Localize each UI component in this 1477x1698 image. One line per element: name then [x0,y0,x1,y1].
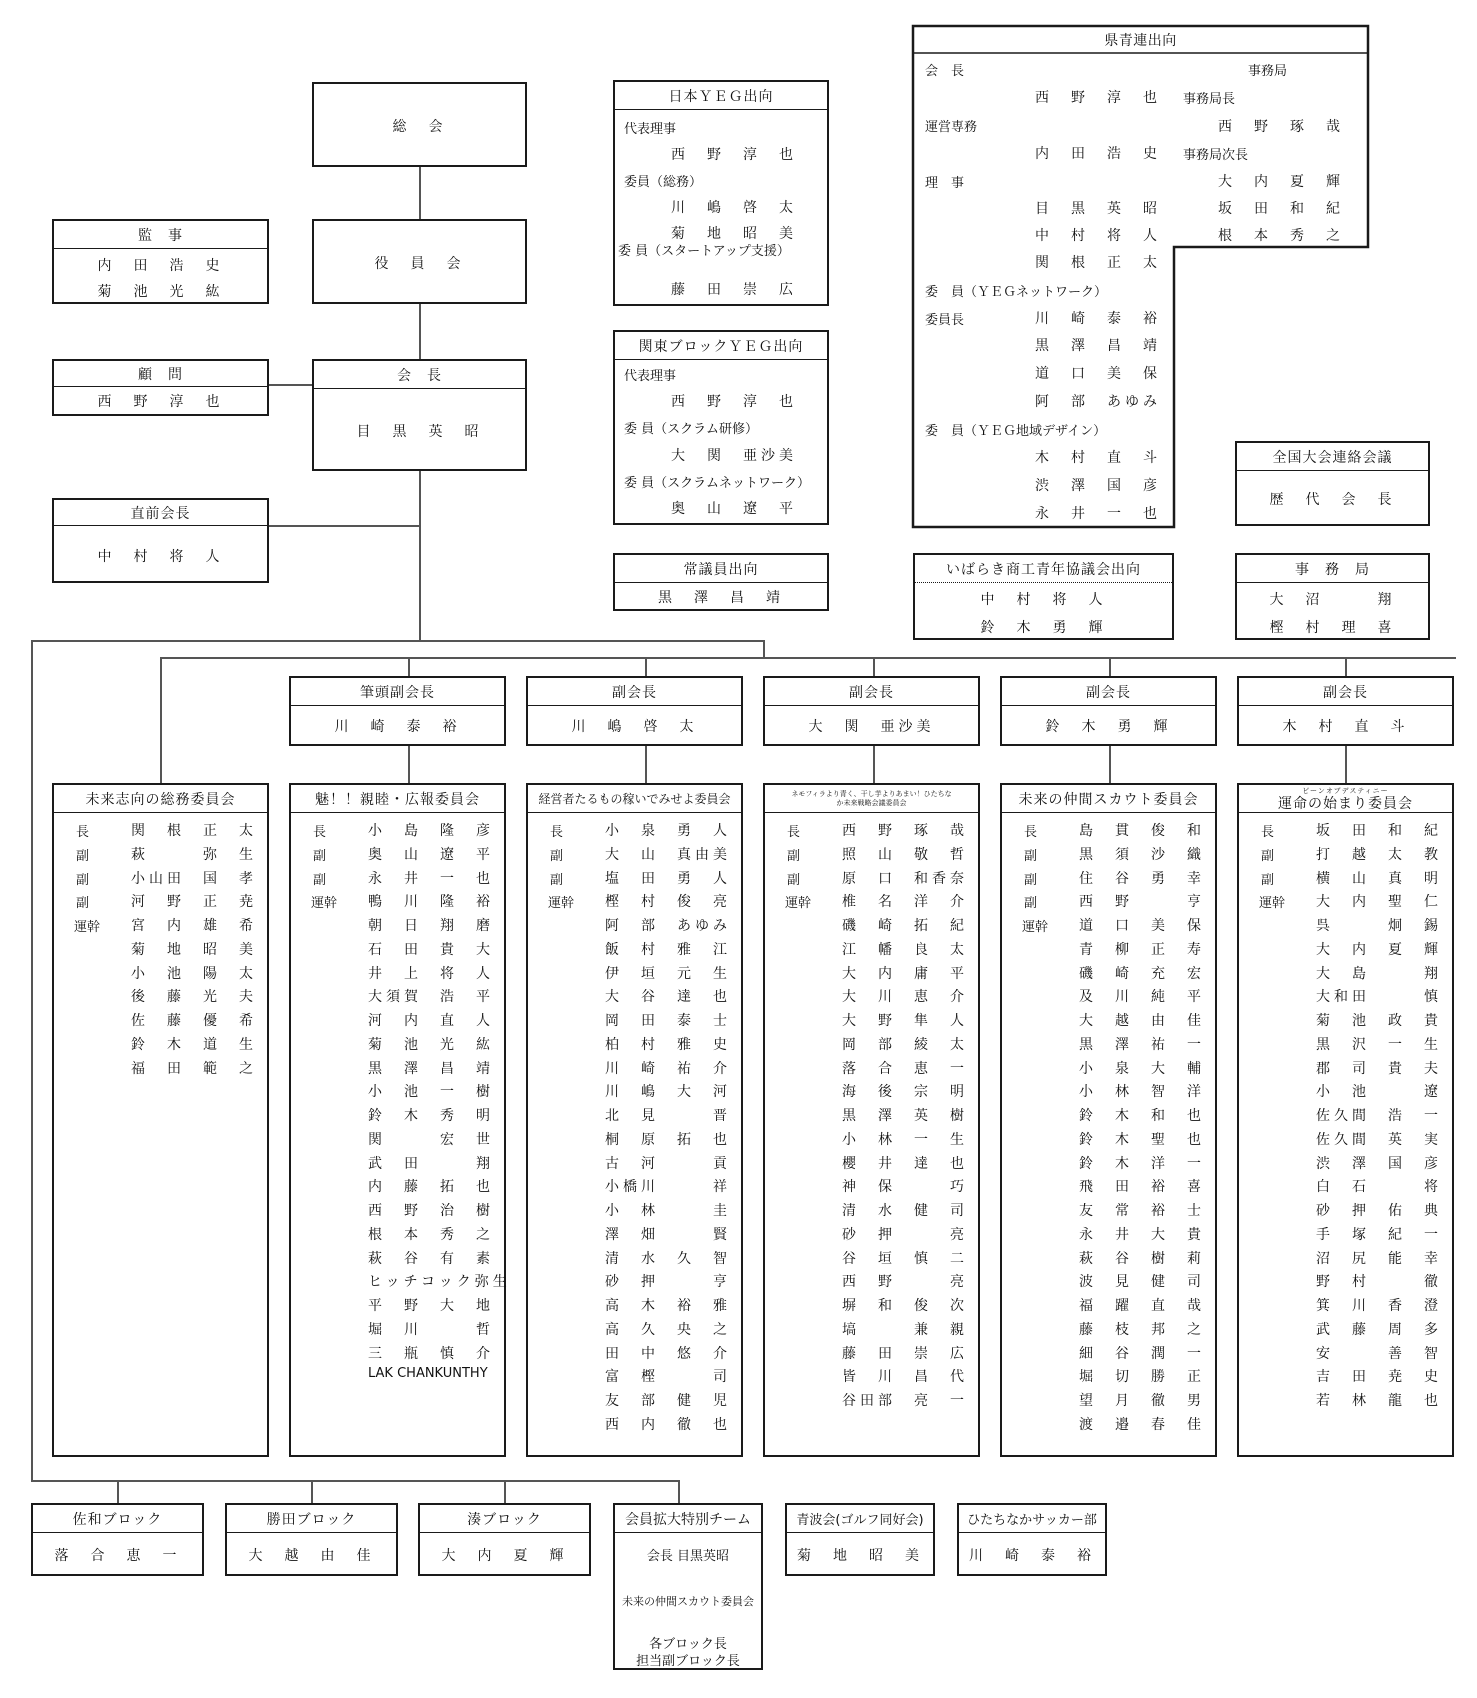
auditor-name: 内 田 浩 史 [97,258,224,274]
member-name: 武 藤 周 多 [1316,1321,1442,1338]
block-box [31,1503,204,1576]
member-name: 磯 崎 拓 紀 [842,918,968,934]
vp-title: 副会長 [765,678,978,706]
member-role: 長 [1024,825,1038,840]
special-team-title: 会員拡大特別チーム [615,1505,761,1533]
kenseiren-name: 坂 田 和 紀 [1218,201,1344,217]
soccer-club-title: ひたちなかサッカー部 [959,1505,1105,1533]
member-role: 運幹 [74,920,101,935]
nihon-yeg-title: 日本ＹＥＧ出向 [615,82,827,110]
kenseiren-name: 大 内 夏 輝 [1218,174,1344,190]
kanto-yeg-label: 委 員（スクラム研修） [624,422,759,437]
soccer-club-box [957,1503,1107,1576]
block-name: 大 越 由 佳 [248,1548,375,1564]
member-name: 佐 藤 優 希 [131,1013,257,1029]
member-name: 原 口 和香奈 [842,870,968,887]
advisor-name: 西 野 淳 也 [97,394,224,410]
kenseiren-name: 目 黒 英 昭 [1035,201,1161,217]
committee-title: 未来の仲間スカウト委員会 [1002,785,1215,813]
kenseiren-name: 黒 澤 昌 靖 [1035,338,1161,354]
vp-box [763,676,980,746]
member-name: 黒 沢 一 生 [1316,1036,1442,1053]
member-role: 副 [787,848,801,864]
president-name: 目 黒 英 昭 [356,424,483,440]
member-name: 河 野 正 尭 [131,894,257,911]
member-name: 石 田 貴 大 [368,941,494,958]
member-name: 福 躍 直 哉 [1079,1298,1205,1314]
member-role: 長 [787,825,801,840]
committee-title-ruby: ビーンオブデスティニー [1302,787,1389,795]
member-name: 皆 川 昌 代 [842,1369,968,1386]
member-name: 磯 崎 充 宏 [1079,965,1205,982]
member-role: 副 [1024,848,1038,864]
nihon-yeg-label: 代表理事 [624,122,677,137]
golf-club-box [785,1503,935,1576]
president-title: 会 長 [314,361,525,389]
member-name: 西 野 治 樹 [368,1203,494,1219]
member-name: 友 部 健 児 [605,1393,731,1409]
member-role: 副 [1261,872,1275,888]
member-role: 長 [550,825,564,840]
kenseiren-label: 事務局 [1248,64,1288,79]
zenkoku-box [1235,441,1430,526]
member-name: 黒 須 沙 織 [1079,846,1205,863]
member-name: 望 月 徹 男 [1079,1393,1205,1409]
vp-name: 川 嶋 啓 太 [571,719,698,735]
committee-box [1237,783,1454,1457]
member-name: 朝 日 翔 磨 [368,918,494,934]
member-name: 渡 邉 春 佳 [1079,1416,1205,1433]
special-team-box [613,1503,763,1670]
committee-box [52,783,269,1457]
kanto-yeg-name: 奥 山 遼 平 [671,501,797,517]
member-role: 副 [1261,848,1275,864]
member-name: 佐久間 浩 一 [1316,1108,1442,1124]
jogiin-title: 常議員出向 [615,555,827,583]
member-name: 波 見 健 司 [1079,1274,1205,1291]
member-role: 副 [313,848,327,864]
kenseiren-label: 事務局次長 [1183,148,1249,163]
member-name: 井 上 将 人 [368,965,494,982]
special-team-line: 各ブロック長 [649,1637,727,1652]
member-name: 小 島 隆 彦 [368,823,494,839]
member-name: 島 貫 俊 和 [1079,823,1205,839]
member-role: 長 [313,825,327,840]
member-name: 小 泉 大 輔 [1079,1060,1205,1077]
member-name: 安 善 智 [1316,1345,1442,1362]
member-name: 鈴 木 聖 也 [1079,1131,1205,1148]
kanto-yeg-label: 委 員（スクラムネットワーク） [624,476,811,491]
block-box [418,1503,591,1576]
member-name: 福 田 範 之 [131,1060,257,1077]
member-name: 黒 澤 昌 靖 [368,1060,494,1077]
member-role: 副 [1024,896,1038,912]
member-name: 塀 和 俊 次 [842,1298,968,1314]
member-name: 小 池 一 樹 [368,1084,494,1101]
kenseiren-label: 会 長 [925,64,965,79]
member-name: 照 山 敬 哲 [842,846,968,863]
kenseiren-name: 木 村 直 斗 [1035,450,1161,466]
member-name: 江 幡 良 太 [842,941,968,958]
kenseiren-name: 永 井 一 也 [1035,506,1161,522]
member-name: 小山田 国 孝 [131,870,257,887]
member-role: 運幹 [785,896,812,912]
block-title: 湊ブロック [420,1505,589,1533]
member-role: 運幹 [1022,920,1049,935]
vp-name: 木 村 直 斗 [1282,719,1409,735]
member-name: 白 石 将 [1316,1179,1442,1196]
member-name: 神 保 巧 [842,1179,968,1196]
kenseiren-name: 中 村 将 人 [1035,228,1161,244]
kenseiren-name: 関 根 正 太 [1035,255,1161,271]
advisor-title: 顧 問 [54,361,267,387]
secretariat-box [1235,553,1430,640]
ibaraki-box [913,553,1174,640]
kenseiren-name: 内 田 浩 史 [1035,146,1161,162]
member-name: 永 井 一 也 [368,870,494,887]
member-name: 飛 田 裕 喜 [1079,1179,1205,1196]
member-name: 櫻 井 達 也 [842,1155,968,1172]
auditor-title: 監 事 [54,221,267,249]
vp-title: 副会長 [1002,678,1215,706]
committee-title: 魅！！親睦・広報委員会 [291,785,504,813]
member-name: 小橋川 祥 [605,1179,731,1196]
member-name: 沼 尻 能 幸 [1316,1250,1442,1267]
kanto-yeg-name: 大 関 亜沙美 [671,448,797,464]
member-role: 副 [1024,872,1038,888]
member-name: 黒 澤 祐 一 [1079,1036,1205,1053]
kenseiren-name: 阿 部 あゆみ [1035,394,1161,410]
block-title: 佐和ブロック [33,1505,202,1533]
nihon-yeg-name: 菊 地 昭 美 [671,226,797,242]
member-name: 後 藤 光 夫 [131,989,257,1006]
member-name: 野 村 徹 [1316,1274,1442,1291]
member-name: 岡 部 綾 太 [842,1036,968,1053]
member-name: 谷 垣 慎 二 [842,1250,968,1267]
special-team-line: 担当副ブロック長 [636,1654,740,1669]
member-name: 高 久 央 之 [605,1321,731,1338]
kanto-yeg-title: 関東ブロックＹＥＧ出向 [615,332,827,360]
member-name: 横 山 真 明 [1316,870,1442,887]
member-name: 萩 谷 有 素 [368,1250,494,1267]
member-name: 菊 地 昭 美 [131,941,257,958]
committee-title [1239,785,1452,813]
member-name: 西 内 徹 也 [605,1416,731,1433]
member-name: 海 後 宗 明 [842,1084,968,1101]
vp-name: 川 崎 泰 裕 [334,719,461,735]
special-team-line: 会長 目黒英昭 [646,1549,730,1564]
member-name: 小 池 陽 太 [131,965,257,982]
member-name: 飯 村 雅 江 [605,941,731,958]
kenseiren-label: 理 事 [925,176,965,191]
kenseiren-name: 川 崎 泰 裕 [1035,311,1161,327]
special-team-line: 未来の仲間スカウト委員会 [622,1595,754,1608]
member-name: 岡 田 泰 士 [605,1013,731,1029]
member-name: 青 柳 正 寿 [1079,941,1205,958]
kenseiren-name: 西 野 淳 也 [1035,90,1161,106]
member-name: 澤 畑 賢 [605,1226,731,1243]
member-name: 鈴 木 道 生 [131,1036,257,1053]
member-name: 鈴 木 秀 明 [368,1108,494,1124]
member-name: 大 川 恵 介 [842,989,968,1006]
member-name: 三 瓶 慎 介 [368,1345,494,1362]
vp-box [1237,676,1454,746]
member-name: 箕 川 香 澄 [1316,1298,1442,1314]
member-name: 清 水 健 司 [842,1203,968,1219]
member-name: 細 谷 潤 一 [1079,1345,1205,1362]
member-role: 副 [76,896,90,912]
member-name: 菊 池 光 紘 [368,1036,494,1053]
committee-box [289,783,511,1457]
kenseiren-name: 西 野 琢 哉 [1218,119,1344,135]
committee-box [526,783,743,1457]
member-name: 道 口 美 保 [1079,918,1205,934]
committee-box [1000,783,1217,1457]
member-name: 萩 弥 生 [131,846,257,863]
member-name: 伊 垣 元 生 [605,965,731,982]
member-name: 阿 部 あゆみ [605,918,731,934]
member-name: 北 見 晋 [605,1108,731,1124]
vp-title: 副会長 [1239,678,1452,706]
committee-title: 未来志向の総務委員会 [54,785,267,813]
ibaraki-name: 鈴 木 勇 輝 [980,620,1107,636]
member-name: 高 木 裕 雅 [605,1298,731,1314]
zenkoku-title: 全国大会連絡会議 [1237,443,1428,471]
member-name: 樫 村 俊 亮 [605,894,731,911]
nihon-yeg-name: 川 嶋 啓 太 [671,200,797,216]
member-name: 根 本 秀 之 [368,1226,494,1243]
member-name: 椎 名 洋 介 [842,894,968,911]
member-name: 黒 澤 英 樹 [842,1108,968,1124]
golf-club-title: 青波会(ゴルフ同好会) [787,1505,933,1533]
member-name: 堀 川 哲 [368,1321,494,1338]
member-name: 西 野 琢 哉 [842,823,968,839]
committee-title-text: 運命の始まり委員会 [1278,795,1413,812]
nihon-yeg-label: 委員（総務） [624,175,703,190]
member-name: 坂 田 和 紀 [1316,823,1442,839]
member-name: 及 川 純 平 [1079,989,1205,1006]
member-name: 武 田 翔 [368,1155,494,1172]
auditor-name: 菊 池 光 紘 [97,284,224,300]
member-name: 永 井 大 貴 [1079,1226,1205,1243]
nihon-yeg-name: 藤 田 崇 広 [671,282,797,298]
member-role: 運幹 [548,896,575,912]
member-role: 運幹 [1259,896,1286,912]
kanto-yeg-name: 西 野 淳 也 [671,394,797,410]
jogiin-name: 黒 澤 昌 靖 [658,590,784,606]
member-name: 関 根 正 太 [131,823,257,839]
member-name: 鈴 木 和 也 [1079,1108,1205,1124]
member-name: 落 合 恵 一 [842,1060,968,1077]
member-name: 郡 司 貴 夫 [1316,1060,1442,1077]
member-name: 小 林 圭 [605,1203,731,1219]
member-role: 副 [550,872,564,888]
member-name: 大和田 慎 [1316,989,1442,1006]
member-name: 川 嶋 大 河 [605,1084,731,1101]
member-name: 大 内 聖 仁 [1316,894,1442,911]
vp-title: 筆頭副会長 [291,678,504,706]
vp-box [526,676,743,746]
vp-box [289,676,506,746]
member-role: 副 [313,872,327,888]
member-name: 大須賀 浩 平 [368,989,494,1006]
member-name: 打 越 太 教 [1316,846,1442,863]
member-name: 大 内 夏 輝 [1316,941,1442,958]
general-assembly-label: 総 会 [392,119,447,135]
member-name: 藤 田 崇 広 [842,1345,968,1362]
member-name: 藤 枝 邦 之 [1079,1321,1205,1338]
member-name: 大 山 真由美 [605,846,731,863]
kenseiren-label: 委 員（ＹＥＧネットワーク） [925,285,1108,300]
secretariat-name: 大 沼 翔 [1269,592,1396,608]
kenseiren-name: 根 本 秀 之 [1218,228,1344,244]
committee-box [763,783,980,1457]
secretariat-title: 事 務 局 [1237,555,1428,583]
kenseiren-name: 渋 澤 国 彦 [1035,478,1161,494]
member-name: 堀 切 勝 正 [1079,1369,1205,1386]
member-name: 菊 池 政 貴 [1316,1013,1442,1029]
member-role: 副 [787,872,801,888]
member-name: 富 樫 司 [605,1369,731,1386]
vp-title: 副会長 [528,678,741,706]
kenseiren-label: 運営専務 [925,120,978,135]
member-name: 田 中 悠 介 [605,1345,731,1362]
member-name: 吉 田 尭 史 [1316,1369,1442,1386]
past-president-name: 中 村 将 人 [97,549,224,565]
member-name: 桐 原 拓 也 [605,1131,731,1148]
member-name: 佐久間 英 実 [1316,1131,1442,1148]
member-name: 西 野 亨 [1079,894,1205,911]
member-name: 内 藤 拓 也 [368,1179,494,1196]
member-name: 大 越 由 佳 [1079,1013,1205,1029]
member-name: 古 河 貢 [605,1155,731,1172]
member-name: LAK CHANKUNTHY [368,1366,488,1382]
member-name: 宮 内 雄 希 [131,918,257,934]
vp-name: 鈴 木 勇 輝 [1045,719,1172,735]
member-name: 大 谷 達 也 [605,989,731,1006]
member-name: 川 崎 祐 介 [605,1060,731,1077]
member-name: 河 内 直 人 [368,1013,494,1029]
member-name: 塩 田 勇 人 [605,870,731,887]
kenseiren-label: 事務局長 [1183,92,1236,107]
member-name: 小 池 遼 [1316,1084,1442,1101]
member-name: ヒッチコック弥生 [368,1274,511,1291]
ibaraki-name: 中 村 将 人 [980,592,1107,608]
secretariat-name: 樫 村 理 喜 [1269,620,1396,636]
member-name: 鴨 川 隆 裕 [368,894,494,911]
member-name: 小 林 一 生 [842,1131,968,1148]
member-name: 渋 澤 国 彦 [1316,1155,1442,1172]
member-name: 柏 村 雅 史 [605,1036,731,1053]
kenseiren-name: 道 口 美 保 [1035,366,1161,382]
member-role: 副 [550,848,564,864]
ibaraki-title: いばらき商工青年協議会出向 [915,555,1172,583]
zenkoku-name: 歴 代 会 長 [1269,492,1396,508]
kenseiren-label: 委 員（ＹＥＧ地域デザイン） [925,424,1107,439]
nihon-yeg-label: 委 員（スタートアップ支援） [618,244,790,259]
board-label: 役 員 会 [374,256,465,272]
member-name: 手 塚 紀 一 [1316,1226,1442,1243]
member-name: 関 宏 世 [368,1131,494,1148]
member-role: 長 [76,825,90,840]
member-role: 副 [76,848,90,864]
nihon-yeg-name: 西 野 淳 也 [671,147,797,163]
member-name: 清 水 久 智 [605,1250,731,1267]
member-name: 奥 山 遼 平 [368,846,494,863]
member-name: 砂 押 亮 [842,1226,968,1243]
committee-title: ネモフィラより青く、干し芋よりあまい！ひたちなか未来戦略会議委員会 [765,785,978,813]
member-name: 小 泉 勇 人 [605,823,731,839]
member-name: 萩 谷 樹 莉 [1079,1250,1205,1267]
member-name: 若 林 龍 也 [1316,1393,1442,1409]
member-name: 砂 押 佑 典 [1316,1203,1442,1219]
member-name: 西 野 亮 [842,1274,968,1291]
golf-club-name: 菊 地 昭 美 [797,1548,923,1564]
block-name: 落 合 恵 一 [54,1548,181,1564]
kenseiren-title: 県青連出向 [1104,33,1177,49]
kenseiren-label: 委員長 [925,313,965,328]
soccer-club-name: 川 崎 泰 裕 [969,1548,1095,1564]
block-box [225,1503,398,1576]
member-name: 塙 兼 親 [842,1321,968,1338]
kanto-yeg-label: 代表理事 [624,369,677,384]
committee-title: 経営者たるもの稼いでみせよ委員会 [528,785,741,813]
member-name: 友 常 裕 士 [1079,1203,1205,1219]
member-name: 住 谷 勇 幸 [1079,870,1205,887]
member-role: 運幹 [311,896,338,912]
member-name: 砂 押 亨 [605,1274,731,1291]
member-name: 大 島 翔 [1316,965,1442,982]
member-name: 呉 炯 錫 [1316,918,1442,934]
member-role: 副 [76,872,90,888]
member-name: 鈴 木 洋 一 [1079,1155,1205,1172]
member-name: 小 林 智 洋 [1079,1084,1205,1101]
past-president-title: 直前会長 [54,500,267,526]
member-name: 平 野 大 地 [368,1298,494,1314]
block-name: 大 内 夏 輝 [441,1548,568,1564]
member-name: 大 野 隼 人 [842,1013,968,1029]
block-title: 勝田ブロック [227,1505,396,1533]
vp-box [1000,676,1217,746]
member-role: 長 [1261,825,1275,840]
member-name: 谷田部 亮 一 [842,1393,968,1409]
vp-name: 大 関 亜沙美 [808,719,935,735]
member-name: 大 内 庸 平 [842,965,968,982]
